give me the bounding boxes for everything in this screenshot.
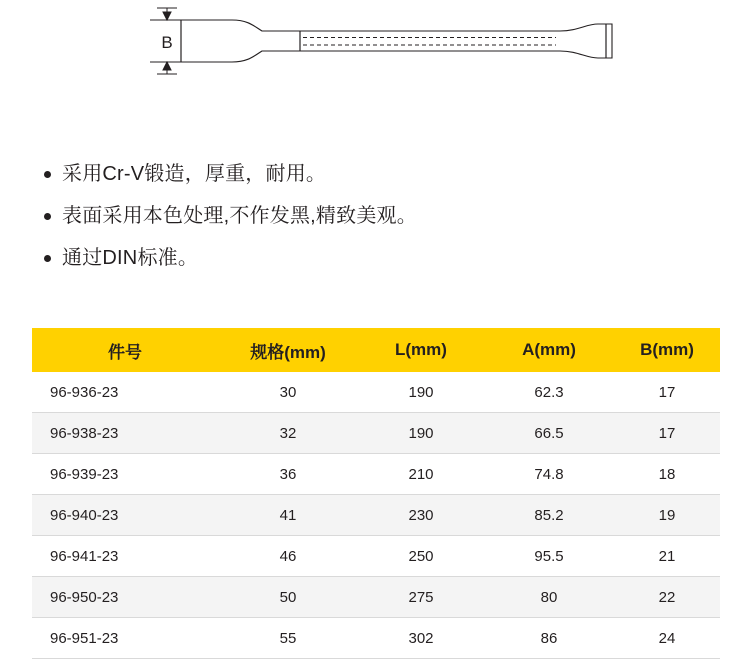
feature-item: [62, 237, 750, 279]
column-header-l: L(mm): [358, 328, 484, 372]
spec-table-body: [32, 372, 720, 659]
table-row: [32, 577, 720, 618]
column-header-part-number: 件号: [32, 328, 218, 372]
cell-part-number: 96-941-23: [32, 536, 218, 577]
cell-size: 41: [218, 495, 358, 536]
arrow-up-icon: [163, 62, 171, 70]
feature-text: 采用Cr-V锻造，厚重，耐用。: [62, 163, 327, 185]
cell-part-number: 96-950-23: [32, 577, 218, 618]
feature-item: [62, 153, 750, 195]
cell-l: 275: [358, 577, 484, 618]
table-row: [32, 413, 720, 454]
cell-b: 17: [614, 372, 720, 413]
cell-part-number: 96-940-23: [32, 495, 218, 536]
cell-b: 18: [614, 454, 720, 495]
cell-l: 210: [358, 454, 484, 495]
wrench-end-outline: [606, 24, 612, 58]
table-row: [32, 372, 720, 413]
column-header-size: 规格(mm): [218, 328, 358, 372]
table-row: [32, 618, 720, 659]
column-header-b: B(mm): [614, 328, 720, 372]
arrow-down-icon: [163, 12, 171, 20]
cell-a: 80: [484, 577, 614, 618]
cell-size: 32: [218, 413, 358, 454]
cell-a: 62.3: [484, 372, 614, 413]
cell-l: 230: [358, 495, 484, 536]
cell-l: 190: [358, 372, 484, 413]
cell-b: 24: [614, 618, 720, 659]
bullet-icon: [44, 255, 51, 262]
feature-text: 表面采用本色处理,不作发黑,精致美观。: [62, 205, 417, 227]
cell-a: 66.5: [484, 413, 614, 454]
cell-a: 95.5: [484, 536, 614, 577]
wrench-profile-svg: [0, 0, 750, 115]
product-diagram: [0, 0, 750, 115]
table-row: [32, 536, 720, 577]
table-row: [32, 495, 720, 536]
cell-part-number: 96-938-23: [32, 413, 218, 454]
cell-b: 22: [614, 577, 720, 618]
cell-size: 36: [218, 454, 358, 495]
column-header-a: A(mm): [484, 328, 614, 372]
cell-l: 302: [358, 618, 484, 659]
cell-size: 30: [218, 372, 358, 413]
table-header-row: [32, 328, 720, 372]
wrench-head-outline: [181, 20, 300, 62]
cell-part-number: 96-939-23: [32, 454, 218, 495]
wrench-shaft-outline: [300, 24, 606, 58]
cell-b: 21: [614, 536, 720, 577]
feature-list: [0, 153, 750, 279]
spec-table: [32, 328, 720, 659]
cell-size: 50: [218, 577, 358, 618]
cell-size: 55: [218, 618, 358, 659]
cell-a: 85.2: [484, 495, 614, 536]
cell-size: 46: [218, 536, 358, 577]
feature-item: [62, 195, 750, 237]
table-row: [32, 454, 720, 495]
bullet-icon: [44, 213, 51, 220]
cell-b: 17: [614, 413, 720, 454]
cell-part-number: 96-951-23: [32, 618, 218, 659]
cell-a: 86: [484, 618, 614, 659]
spec-table-header: [32, 328, 720, 372]
cell-a: 74.8: [484, 454, 614, 495]
spec-table-wrapper: [32, 328, 720, 659]
cell-b: 19: [614, 495, 720, 536]
cell-part-number: 96-936-23: [32, 372, 218, 413]
feature-text: 通过DIN标准。: [62, 247, 199, 269]
bullet-icon: [44, 171, 51, 178]
cell-l: 190: [358, 413, 484, 454]
dimension-label-b: B: [161, 33, 173, 52]
cell-l: 250: [358, 536, 484, 577]
